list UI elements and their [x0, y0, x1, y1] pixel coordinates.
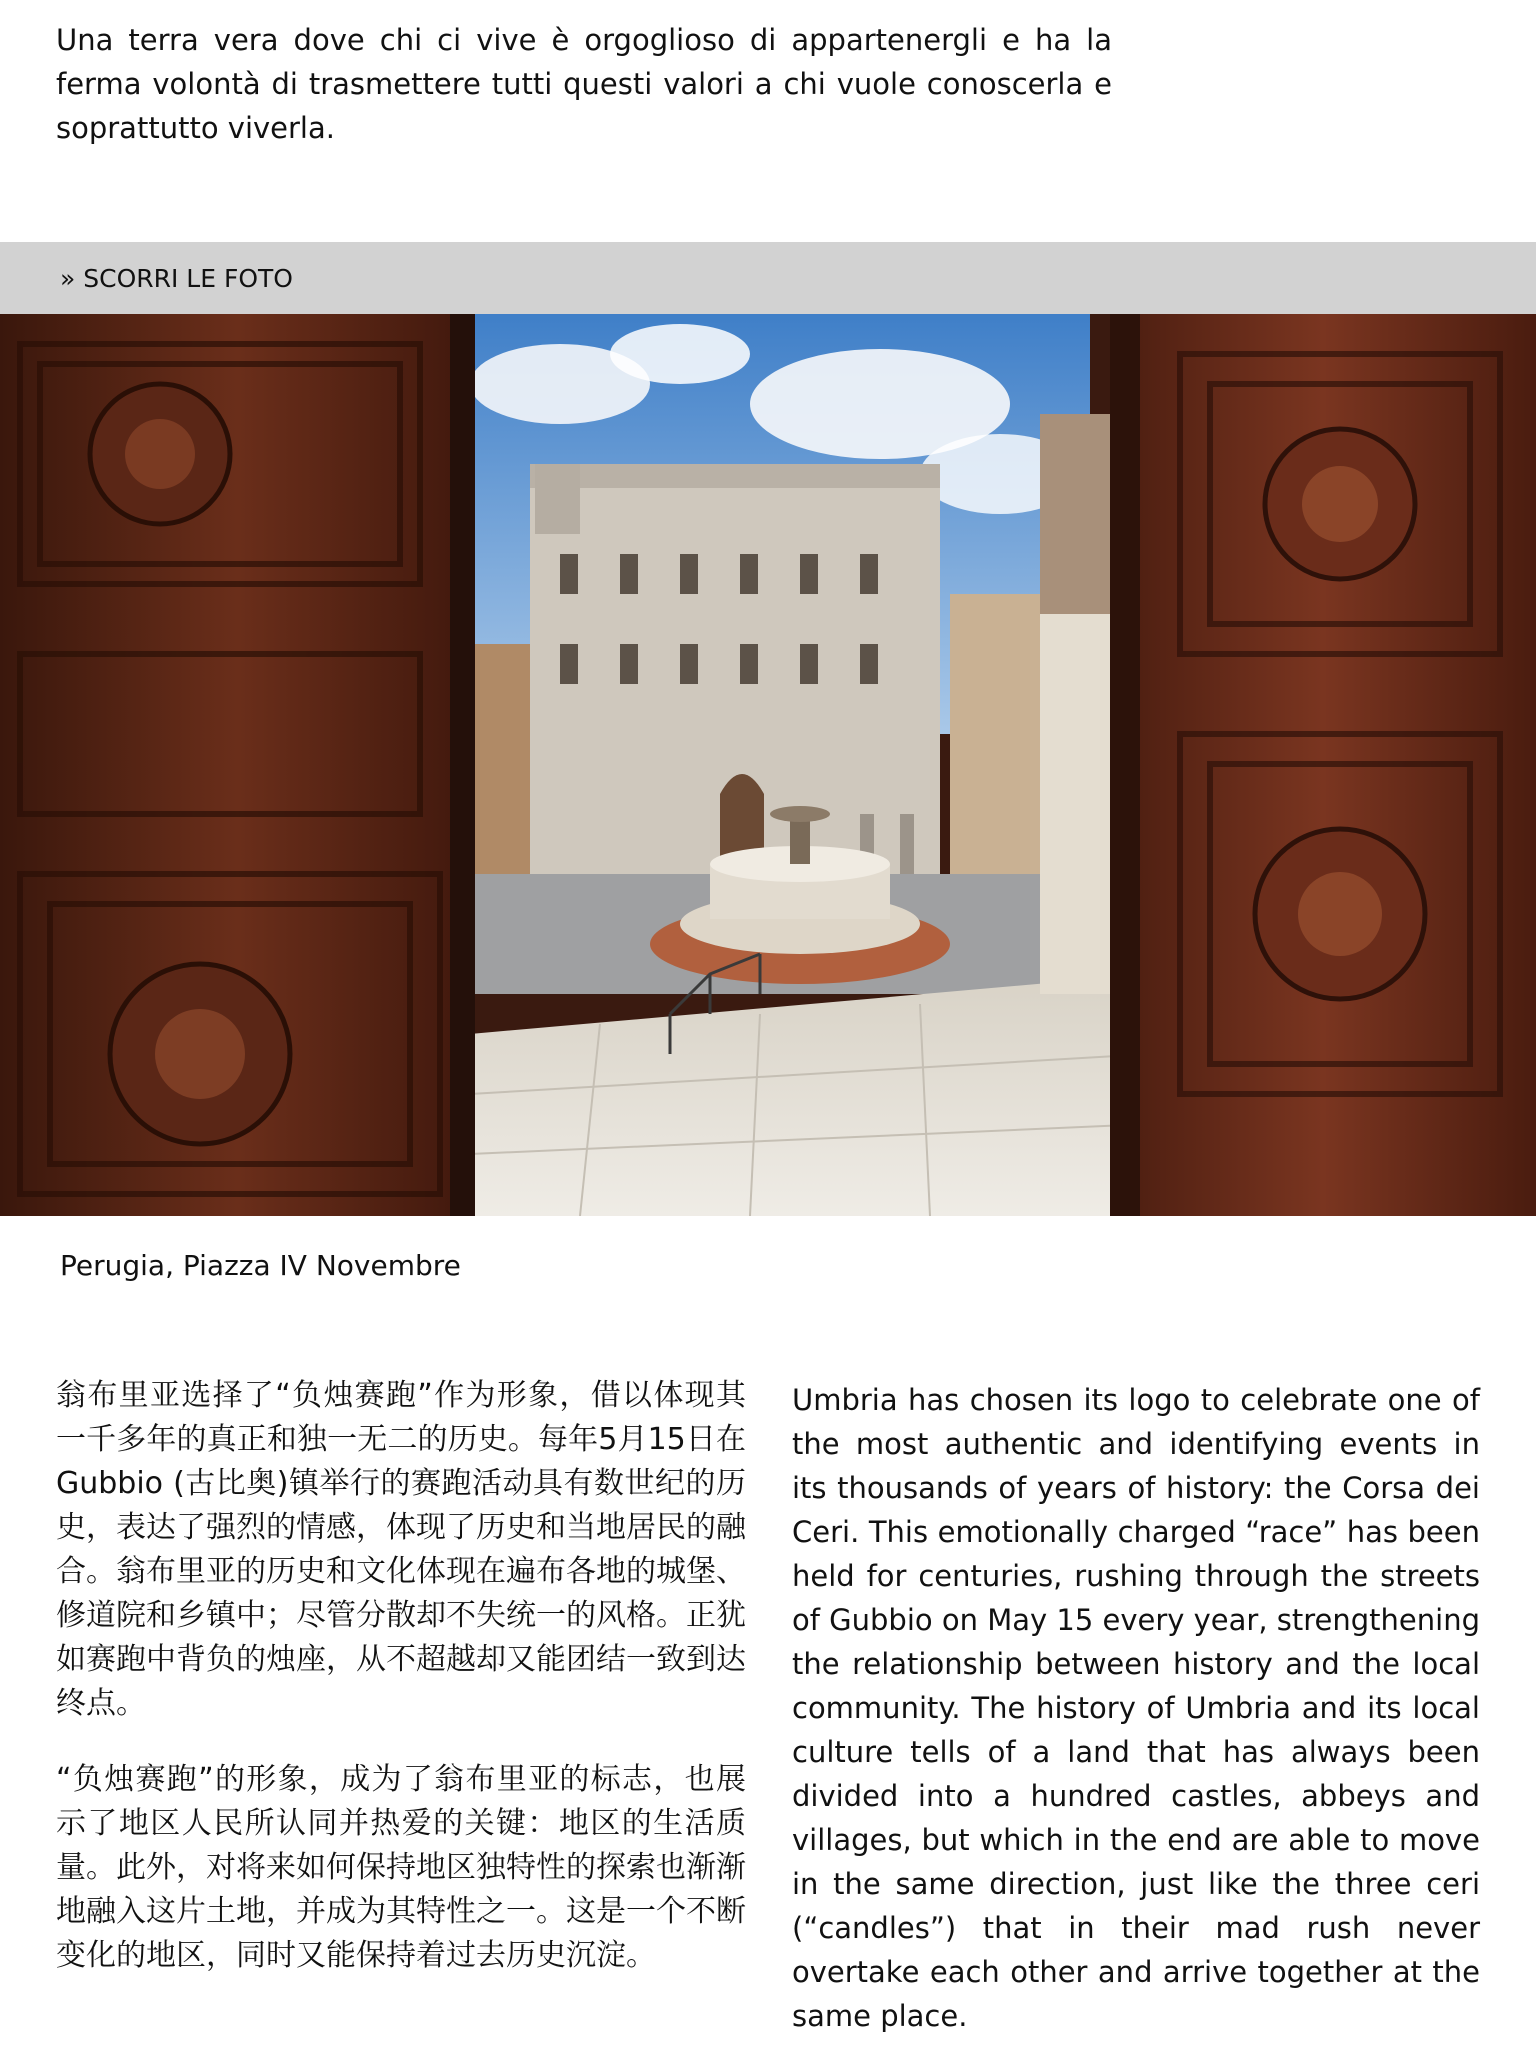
chinese-text-column: [56, 1374, 746, 2010]
photo-caption: Perugia, Piazza IV Novembre: [60, 1249, 461, 1282]
english-text-column: Umbria has chosen its logo to celebrate one of the most authentic and identifying events in its thousands of years of history: the Corsa dei Ceri. This emotionally charged “race” has been held for centuries, rushing through the streets of Gubbio on May 15 every year, strengthening the relationship between history and the local community. The history of Umbria and its local culture tells of a land that has always been divided into a hundred castles, abbeys and villages, but which in the end are able to move in the same direction, just like the three ceri (“candles”) that in their mad rush never overtake each other and arrive together at the same place.: [792, 1383, 1480, 2033]
chinese-paragraph: 翁布里亚选择了“负烛赛跑”作为形象，借以体现其一千多年的真正和独一无二的历史。每年5月15日在Gubbio (古比奥)镇举行的赛跑活动具有数世纪的历史，表达了强烈的情感，体现了历史和当地居民的融合。翁布里亚的历史和文化体现在遍布各地的城堡、修道院和乡镇中；尽管分散却不失统一的风格。正犹如赛跑中背负的烛座，从不超越却又能团结一致到达终点。: [56, 1378, 746, 1721]
gallery-photo[interactable]: [0, 314, 1536, 1216]
scroll-photos-link[interactable]: » SCORRI LE FOTO: [60, 264, 293, 293]
intro-paragraph: Una terra vera dove chi ci vive è orgoglioso di appartenergli e ha la ferma volontà di trasmettere tutti questi valori a chi vuole conoscerla e soprattutto viverla.: [56, 23, 1112, 145]
photo-gallery-bar: [0, 242, 1536, 314]
chinese-paragraph: “负烛赛跑”的形象，成为了翁布里亚的标志，也展示了地区人民所认同并热爱的关键：地区的生活质量。此外，对将来如何保持地区独特性的探索也渐渐地融入这片土地，并成为其特性之一。这是一个不断变化的地区，同时又能保持着过去历史沉淀。: [56, 1762, 746, 1973]
